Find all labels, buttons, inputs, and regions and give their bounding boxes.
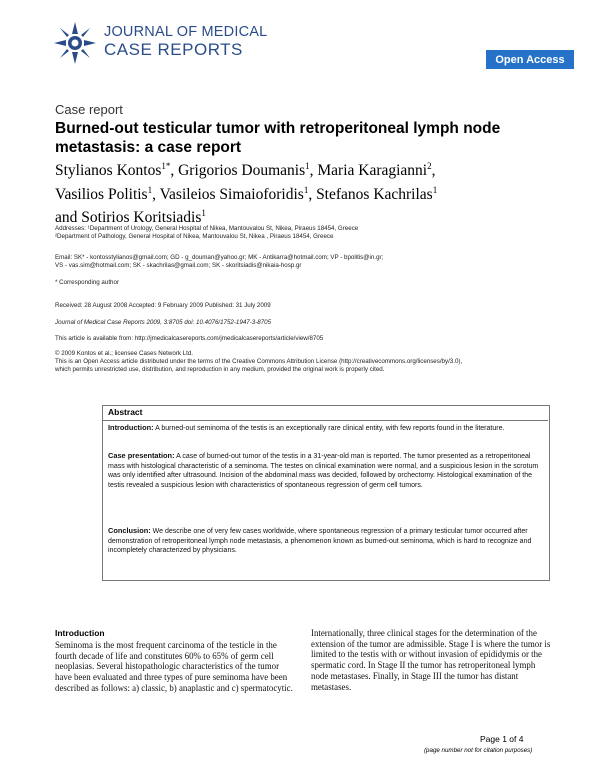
author: Stylianos Kontos: [55, 162, 162, 180]
abstract-text: A burned-out seminoma of the testis is an exceptionally rare clinical entity, with few reports found in the literature.: [155, 425, 505, 432]
page-number: Page 1 of 4: [480, 734, 524, 744]
abstract-label: Case presentation:: [108, 451, 175, 460]
author: Sotirios Koritsiadis: [81, 209, 202, 227]
open-access-badge: Open Access: [486, 50, 574, 69]
copyright: © 2009 Kontos et al.; licensee Cases Network Ltd.: [55, 350, 194, 357]
abstract-conclusion: [108, 526, 540, 556]
article-title: Burned-out testicular tumor with retroperitoneal lymph node metastasis: a case report: [55, 120, 501, 156]
author-affiliation: 1: [303, 184, 309, 195]
body-column-left: Seminoma is the most frequent carcinoma of the testicle in the fourth decade of life and constitutes 60% to 65% of germ cell neoplasias. Several histopathologic characteristics of the tumor have been evaluated and three types of pure seminoma have been described as follows: a) classic, b) anaplastic and c) spermatocytic.: [55, 640, 293, 693]
page-note: (page number not for citation purposes): [424, 747, 533, 754]
body-column-right: Internationally, three clinical stages for the determination of the extension of the tumor are admissible. Stage I is where the tumor is limited to the testis with or without invasion of epididymis or the spermatic cord. In Stage II the tumor has retroperitoneal lymph node metastases. Finally, in Stage III the tumor has distant metastases.: [311, 628, 551, 692]
journal-title-line1: JOURNAL OF MEDICAL: [104, 24, 268, 40]
author-affiliation: 2: [427, 161, 432, 171]
author: Vasilios Politis: [55, 185, 148, 203]
abstract-label: Introduction:: [108, 423, 154, 432]
publication-dates: Received: 28 August 2008 Accepted: 9 February 2009 Published: 31 July 2009: [55, 302, 271, 309]
license-line: This is an Open Access article distributed under the terms of the Creative Commons Attribution License (http://creativecommons.org/licenses/by/3.0),: [55, 358, 463, 365]
address-line: ²Department of Pathology, General Hospital of Nikea, Mantouvalou St, Nikea , Piraeus 18454, Greece: [55, 233, 334, 240]
abstract-text: A case of burned-out tumor of the testis in a 31-year-old man is reported. The tumor presented as a retroperitoneal mass with histological characteristic of a seminoma. The testes on clinical examination were normal, and a suspicious lesion in the scrotum was only identified after ultrasound. Incision of the abdominal mass was decided, followed by orchectomy. Histological examination of the testis revealed a suspicious lesion with characteristics of spontaneous regression of germ cell tumors.: [108, 453, 539, 489]
author-affiliation: 1: [201, 208, 206, 219]
author-affiliation: 1*: [161, 161, 171, 171]
article-url[interactable]: This article is available from: http://jmedicalcasereports.com/jmedicalcasereports/article/view/8705: [55, 335, 324, 342]
author-conjunction: and: [55, 209, 78, 227]
author: Maria Karagianni: [317, 162, 428, 180]
citation: Journal of Medical Case Reports 2009, 3:8705 doi: 10.4076/1752-1947-3-8705: [55, 319, 272, 326]
author: Stefanos Kachrilas: [316, 185, 433, 203]
author: Grigorios Doumanis: [178, 162, 306, 180]
abstract-header-bar: [102, 405, 548, 421]
email-line: Email: SK* - kontosstylianos@gmail.com; GD - g_douman@yahoo.gr; MK - Antikarra@hotmail.com; VP - bpolitis@in.gr;: [55, 254, 384, 261]
article-type: Case report: [55, 102, 123, 117]
address-line: Addresses: ¹Department of Urology, General Hospital of Nikea, Mantouvalou St, Nikea, Piraeus 18454, Greece: [55, 225, 359, 232]
author-list: Stylianos Kontos$^{1*}$, Grigorios Doumanis$^1$, Maria Karagianni$^2$, Vasilios Politis$^1$, Vasileios Simaioforidis$^1$, Stefanos Kachrilas$^1$ and Sotirios Koritsiadis$^1$: [55, 161, 438, 227]
abstract-case-presentation: [108, 451, 540, 490]
author: Vasileios Simaioforidis: [159, 185, 304, 203]
abstract-label: Conclusion:: [108, 526, 151, 535]
author-affiliation: 1: [147, 184, 153, 195]
corresponding-author: * Corresponding author: [55, 279, 119, 286]
license-line: which permits unrestricted use, distribution, and reproduction in any medium, provided the original work is properly cited.: [55, 366, 385, 373]
abstract-introduction: [108, 423, 540, 434]
abstract-text: We describe one of very few cases worldwide, where spontaneous regression of a primary testicular tumor occurred after demonstration of retroperitoneal lymph node metastasis, a phenomenon known as burned-out seminoma, which is hard to recognize and incompletely characterized by physicians.: [108, 528, 532, 555]
emails: [55, 254, 383, 270]
journal-title-line2: CASE REPORTS: [104, 40, 243, 59]
addresses: [55, 225, 358, 241]
author-affiliation: 1: [305, 161, 310, 171]
introduction-heading: Introduction: [55, 628, 105, 638]
author-affiliation: 1: [432, 184, 438, 195]
email-line: VS - vas.sim@hotmail.com; SK - skachrilas@gmail.com; SK - skoritsiadis@nikaia-hosp.gr: [55, 262, 302, 269]
abstract-heading: Abstract: [108, 407, 143, 417]
journal-logo-icon: [52, 20, 98, 66]
